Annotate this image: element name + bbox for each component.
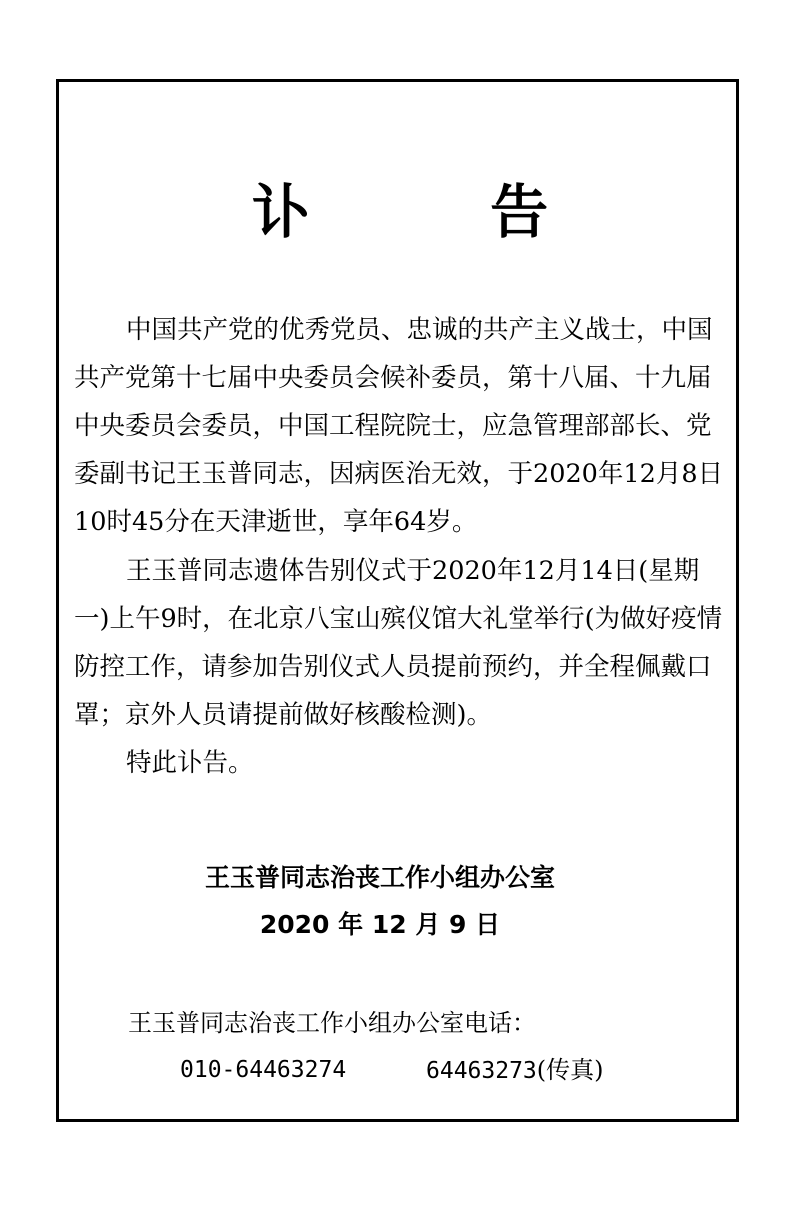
signature-org: 王玉普同志治丧工作小组办公室 [204,863,555,892]
fax-label: (传真) [536,1056,604,1084]
notice-title: 讣 告 [251,178,629,246]
paragraph-obituary: 中国共产党的优秀党员、忠诚的共产主义战士，中国共产党第十七届中央委员会候补委员，第十八届、十九届中央委员会委员，中国工程院院士，应急管理部部长、党委副书记王玉普同志，因病医治无效，于2020年12月8日10时45分在天津逝世，享年64岁。 [74,315,724,537]
contact-label: 王玉普同志治丧工作小组办公室电话： [128,1009,536,1037]
fax-number: 64463273 [426,1058,537,1084]
signature-date: 2020 年 12 月 9 日 [259,910,501,939]
contact-phone: 010-64463274 [180,1057,347,1083]
paragraph-closing: 特此讣告。 [126,748,254,778]
paragraph-farewell-ceremony: 王玉普同志遗体告别仪式于2020年12月14日(星期一)上午9时，在北京八宝山殡仪馆大礼堂举行(为做好疫情防控工作，请参加告别仪式人员提前预约，并全程佩戴口罩；京外人员请提前做好核酸检测)。 [74,556,723,730]
contact-fax [426,1050,604,1091]
